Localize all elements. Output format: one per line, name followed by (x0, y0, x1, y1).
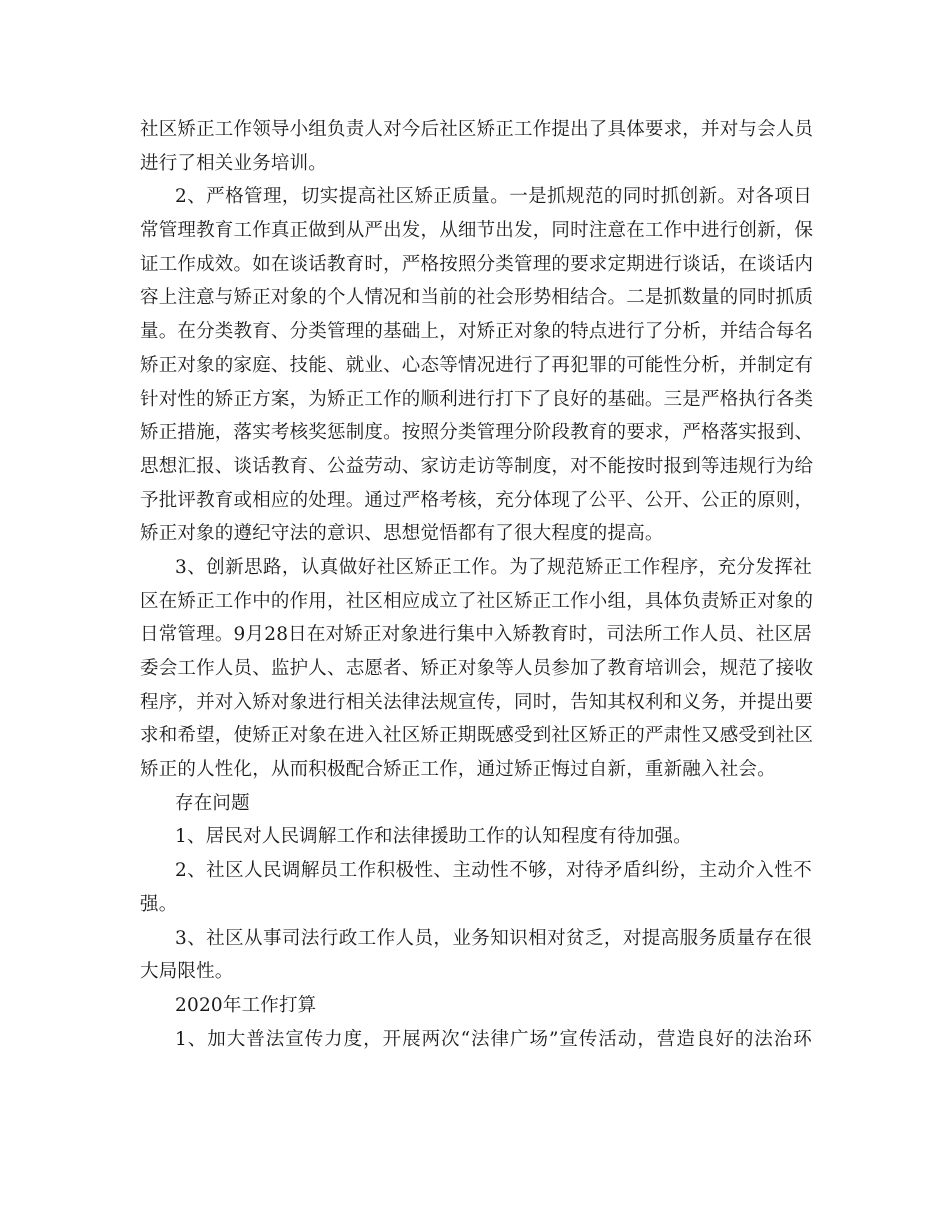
text-line: 强。 (140, 893, 178, 915)
text-line: 日常管理。9月28日在对矫正对象进行集中入矫教育时，司法所工作人员、社区居 (140, 624, 812, 646)
text-line: 3、社区从事司法行政工作人员，业务知识相对贫乏，对提高服务质量存在很 (175, 927, 812, 949)
text-line: 3、创新思路，认真做好社区矫正工作。为了规范矫正工作程序，充分发挥社 (175, 556, 812, 578)
text-line: 存在问题 (175, 792, 250, 814)
text-line: 矫正措施，落实考核奖惩制度。按照分类管理分阶段教育的要求，严格落实报到、 (140, 422, 814, 444)
text-line: 求和希望，使矫正对象在进入社区矫正期既感受到社区矫正的严肃性又感受到社区 (140, 725, 814, 747)
text-line: 区在矫正工作中的作用，社区相应成立了社区矫正工作小组，具体负责矫正对象的 (140, 590, 814, 612)
text-line: 委会工作人员、监护人、志愿者、矫正对象等人员参加了教育培训会，规范了接收 (140, 658, 814, 679)
text-line: 量。在分类教育、分类管理的基础上，对矫正对象的特点进行了分析，并结合每名 (140, 321, 814, 343)
text-line: 常管理教育工作真正做到从严出发，从细节出发，同时注意在工作中进行创新，保 (140, 220, 814, 242)
text-line: 进行了相关业务培训。 (140, 152, 328, 174)
text-line: 1、居民对人民调解工作和法律援助工作的认知程度有待加强。 (175, 826, 692, 848)
text-line: 矫正对象的遵纪守法的意识、思想觉悟都有了很大程度的提高。 (140, 523, 664, 545)
text-line: 思想汇报、谈话教育、公益劳动、家访走访等制度，对不能按时报到等违规行为给 (140, 455, 814, 477)
text-line: 2、社区人民调解员工作积极性、主动性不够，对待矛盾纠纷，主动介入性不 (175, 860, 812, 882)
text-line: 证工作成效。如在谈话教育时，严格按照分类管理的要求定期进行谈话，在谈话内 (140, 253, 814, 275)
text-line: 予批评教育或相应的处理。通过严格考核，充分体现了公平、公开、公正的原则， (140, 489, 814, 511)
text-line: 大局限性。 (140, 961, 234, 983)
text-line: 矫正的人性化，从而积极配合矫正工作，通过矫正悔过自新，重新融入社会。 (140, 759, 776, 781)
text-line: 矫正对象的家庭、技能、就业、心态等情况进行了再犯罪的可能性分析，并制定有 (140, 354, 814, 376)
text-line: 容上注意与矫正对象的个人情况和当前的社会形势相结合。二是抓数量的同时抓质 (140, 287, 814, 309)
text-line: 1、加大普法宣传力度，开展两次“法律广场”宣传活动，营造良好的法治环 (175, 1028, 812, 1050)
document-body (140, 113, 812, 1056)
text-line: 针对性的矫正方案，为矫正工作的顺利进行打下了良好的基础。三是严格执行各类 (140, 388, 814, 410)
text-line: 2020年工作打算 (175, 994, 317, 1016)
text-line: 程序，并对入矫对象进行相关法律法规宣传，同时，告知其权利和义务，并提出要 (140, 691, 814, 713)
text-line: 2、严格管理，切实提高社区矫正质量。一是抓规范的同时抓创新。对各项日 (175, 186, 812, 208)
text-line: 社区矫正工作领导小组负责人对今后社区矫正工作提出了具体要求，并对与会人员 (140, 119, 814, 140)
